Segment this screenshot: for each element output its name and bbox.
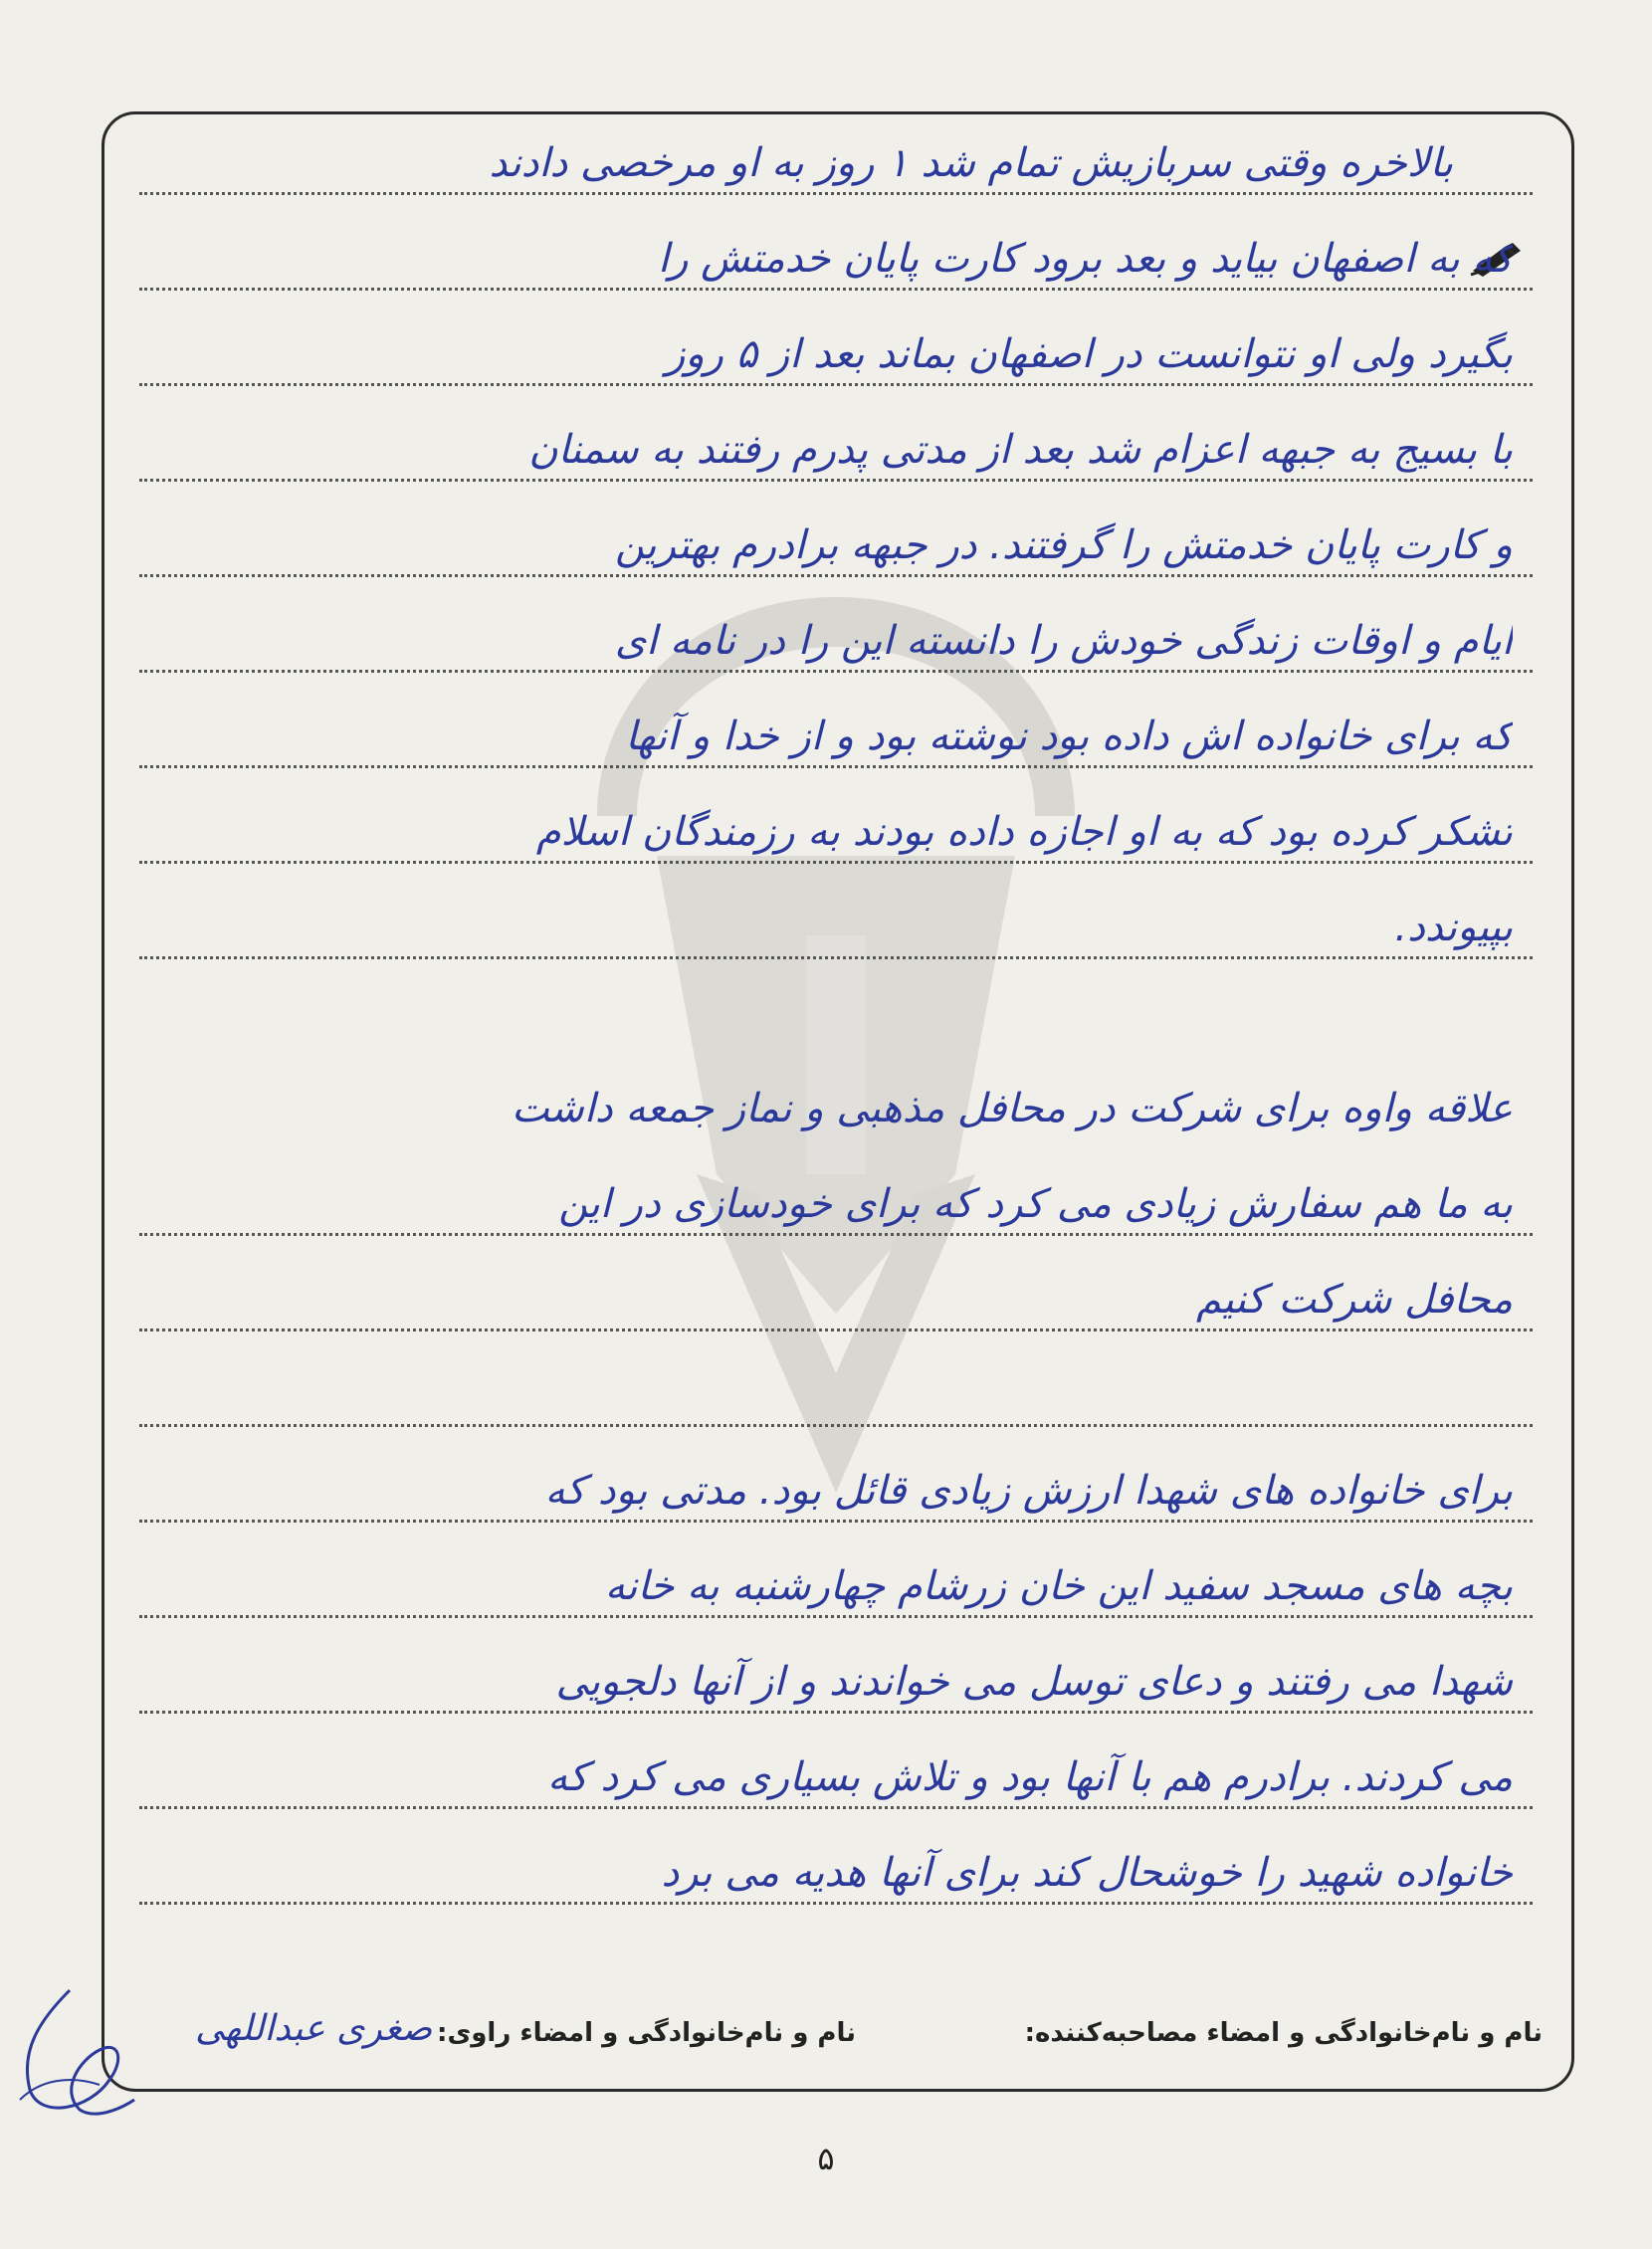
- line-11: [139, 1140, 1533, 1236]
- dotted-rule: [139, 956, 1533, 959]
- line-10: [139, 1045, 1533, 1140]
- line-text: بالاخره وقتی سربازیش تمام شد ۱ روز به او مرخصی دادند: [489, 140, 1453, 186]
- line-text: تشکر کرده بود که به او اجازه داده بودند به رزمندگان اسلام: [535, 809, 1513, 855]
- line-text: بچه های مسجد سفید این خان زرشام چهارشنبه به خانه: [604, 1563, 1513, 1609]
- line-13: [139, 1331, 1533, 1427]
- line-8: [139, 768, 1533, 864]
- interviewer-label: نام و نام‌خانوادگی و امضاء مصاحبه‌کننده:: [1024, 2018, 1543, 2048]
- line-text: به ما هم سفارش زیادی می کرد که برای خودسازی در این: [558, 1181, 1513, 1227]
- line-12: [139, 1236, 1533, 1331]
- line-text: می کردند. برادرم هم با آنها بود و تلاش بسیاری می کرد که: [547, 1754, 1513, 1800]
- line-text: که به اصفهان بیاید و بعد برود کارت پایان خدمتش را: [658, 236, 1513, 282]
- line-text: با بسیج به جبهه اعزام شد بعد از مدتی پدرم رفتند به سمنان: [528, 427, 1513, 473]
- line-18: [139, 1809, 1533, 1905]
- line-text: شهدا می رفتند و دعای توسل می خواندند و از آنها دلجویی: [555, 1659, 1513, 1705]
- line-16: [139, 1618, 1533, 1714]
- line-text: محافل شرکت کنیم: [1196, 1277, 1513, 1323]
- line-9: [139, 864, 1533, 959]
- line-15: [139, 1523, 1533, 1618]
- narrator-name: صغری عبداللهی: [195, 2008, 433, 2049]
- line-text: ایام و اوقات زندگی خودش را دانسته این را در نامه ای: [614, 618, 1513, 664]
- line-4: [139, 386, 1533, 482]
- line-1: [139, 100, 1533, 195]
- line-17: [139, 1714, 1533, 1809]
- line-7: [139, 673, 1533, 768]
- line-6: [139, 577, 1533, 673]
- signature-scribble: [0, 1980, 139, 2130]
- page-number: ۵: [817, 2140, 835, 2177]
- line-text: برای خانواده های شهدا ارزش زیادی قائل بود. مدتی بود که: [544, 1468, 1513, 1514]
- dotted-rule: [139, 1902, 1533, 1905]
- line-14: [139, 1427, 1533, 1523]
- line-3: [139, 291, 1533, 386]
- line-text: علاقه واوه برای شرکت در محافل مذهبی و نماز جمعه داشت: [512, 1086, 1513, 1131]
- line-text: که برای خانواده اش داده بود نوشته بود و از خدا و آنها: [625, 714, 1513, 759]
- line-text: و کارت پایان خدمتش را گرفتند. در جبهه برادرم بهترین: [614, 522, 1513, 568]
- line-text: بپیوندد.: [1394, 905, 1513, 950]
- narrator-label: نام و نام‌خانوادگی و امضاء راوی:: [437, 2018, 856, 2048]
- line-text: خانواده شهید را خوشحال کند برای آنها هدیه می برد: [661, 1850, 1513, 1896]
- line-text: بگیرد ولی او نتوانست در اصفهان بماند بعد از ۵ روز: [666, 331, 1513, 377]
- line-2: [139, 195, 1533, 291]
- line-5: [139, 482, 1533, 577]
